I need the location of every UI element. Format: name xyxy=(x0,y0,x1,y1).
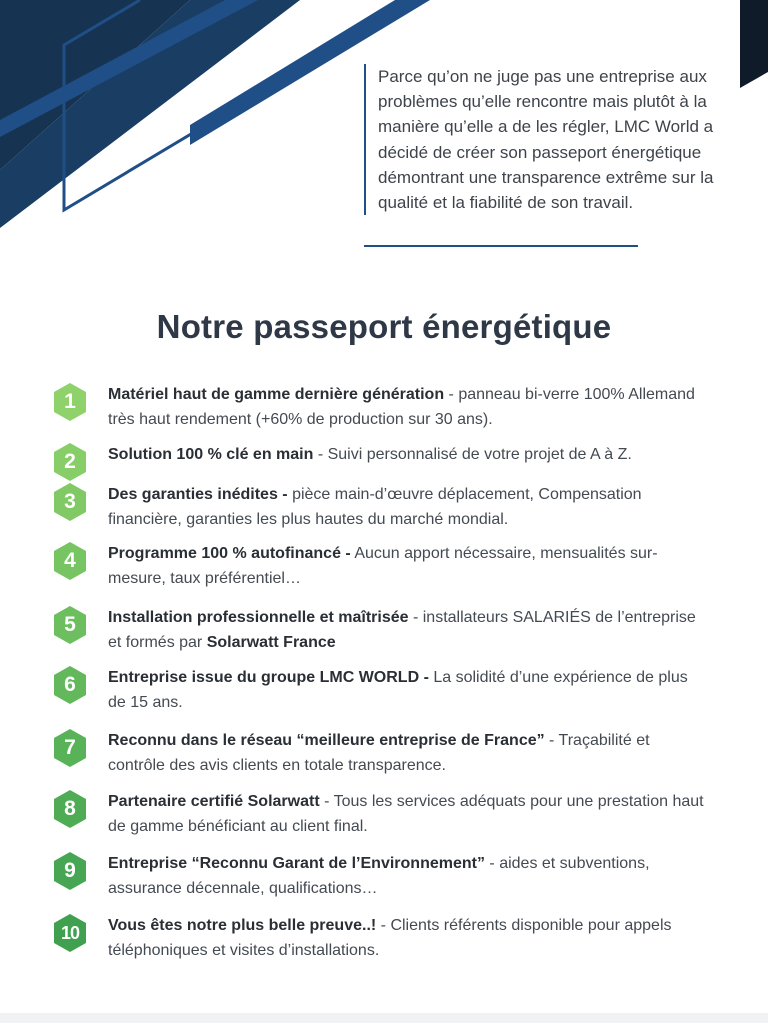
item-heading: Vous êtes notre plus belle preuve..! xyxy=(108,917,377,934)
list-item xyxy=(52,728,732,778)
item-description: - Clients référents disponible pour appels téléphoniques et visites d’installations. xyxy=(108,917,672,959)
item-heading: Installation professionnelle et maîtrisée xyxy=(108,609,409,626)
item-text xyxy=(108,665,708,715)
quote-underline xyxy=(364,245,638,247)
badge-number: 9 xyxy=(64,859,76,882)
item-heading: Solution 100 % clé en main xyxy=(108,446,314,463)
number-badge xyxy=(52,541,88,581)
number-badge xyxy=(52,789,88,829)
list-item xyxy=(52,789,732,839)
badge-number: 8 xyxy=(64,797,76,820)
list-item xyxy=(52,442,732,482)
item-heading: Programme 100 % autofinancé - xyxy=(108,545,351,562)
badge-number: 3 xyxy=(64,490,76,513)
item-description: - aides et subventions, assurance décennale, qualifications… xyxy=(108,855,650,897)
bottom-divider xyxy=(0,1013,768,1023)
badge-number: 1 xyxy=(64,390,76,413)
item-text xyxy=(108,482,708,532)
item-heading: Matériel haut de gamme dernière génération xyxy=(108,386,445,403)
item-heading: Entreprise “Reconnu Garant de l’Environnement” xyxy=(108,855,485,872)
page-title: Notre passeport énergétique xyxy=(156,308,612,345)
item-description: Aucun apport nécessaire, mensualités sur-mesure, taux préférentiel… xyxy=(108,545,658,587)
item-description: - installateurs SALARIÉS de l’entreprise et formés par xyxy=(108,609,696,651)
item-highlight: Solarwatt France xyxy=(206,634,336,651)
list-item xyxy=(52,605,732,655)
item-text xyxy=(108,382,708,432)
intro-quote xyxy=(364,64,746,215)
item-text xyxy=(108,605,708,655)
badge-number: 2 xyxy=(64,450,76,473)
list-item xyxy=(52,851,732,901)
item-description: La solidité d’une expérience de plus de 15 ans. xyxy=(108,669,688,711)
badge-number: 7 xyxy=(64,736,76,759)
intro-text: Parce qu’on ne juge pas une entreprise aux problèmes qu’elle rencontre mais plutôt à la manière qu’elle a de les régler, LMC World a décidé de créer son passeport énergétique démontrant une transparence extrême sur la qualité et la fiabilité de son travail. xyxy=(378,67,714,213)
item-text xyxy=(108,851,708,901)
number-badge xyxy=(52,665,88,705)
number-badge xyxy=(52,913,88,953)
number-badge xyxy=(52,482,88,522)
number-badge xyxy=(52,605,88,645)
number-badge xyxy=(52,442,88,482)
item-text xyxy=(108,913,708,963)
item-description: - Tous les services adéquats pour une prestation haut de gamme bénéficiant au client final. xyxy=(108,793,704,835)
badge-number: 4 xyxy=(64,549,76,572)
item-text xyxy=(108,789,708,839)
item-description: pièce main-d’œuvre déplacement, Compensation financière, garanties les plus hautes du marché mondial. xyxy=(108,486,642,528)
list-item xyxy=(52,913,732,963)
item-heading: Entreprise issue du groupe LMC WORLD - xyxy=(108,669,429,686)
badge-number: 10 xyxy=(60,923,80,943)
item-description: - Traçabilité et contrôle des avis clients en totale transparence. xyxy=(108,732,650,774)
item-heading: Des garanties inédites - xyxy=(108,486,288,503)
item-description: - panneau bi-verre 100% Allemand très haut rendement (+60% de production sur 30 ans). xyxy=(108,386,695,428)
list-item xyxy=(52,665,732,715)
list-item xyxy=(52,482,732,532)
number-badge xyxy=(52,382,88,422)
badge-number: 6 xyxy=(64,673,76,696)
item-heading: Partenaire certifié Solarwatt xyxy=(108,793,320,810)
item-text xyxy=(108,728,708,778)
item-description: - Suivi personnalisé de votre projet de A à Z. xyxy=(313,446,632,463)
list-item xyxy=(52,541,732,591)
list-item xyxy=(52,382,732,432)
number-badge xyxy=(52,728,88,768)
item-text xyxy=(108,442,708,467)
number-badge xyxy=(52,851,88,891)
item-text xyxy=(108,541,708,591)
badge-number: 5 xyxy=(64,613,76,636)
item-heading: Reconnu dans le réseau “meilleure entreprise de France” xyxy=(108,732,545,749)
